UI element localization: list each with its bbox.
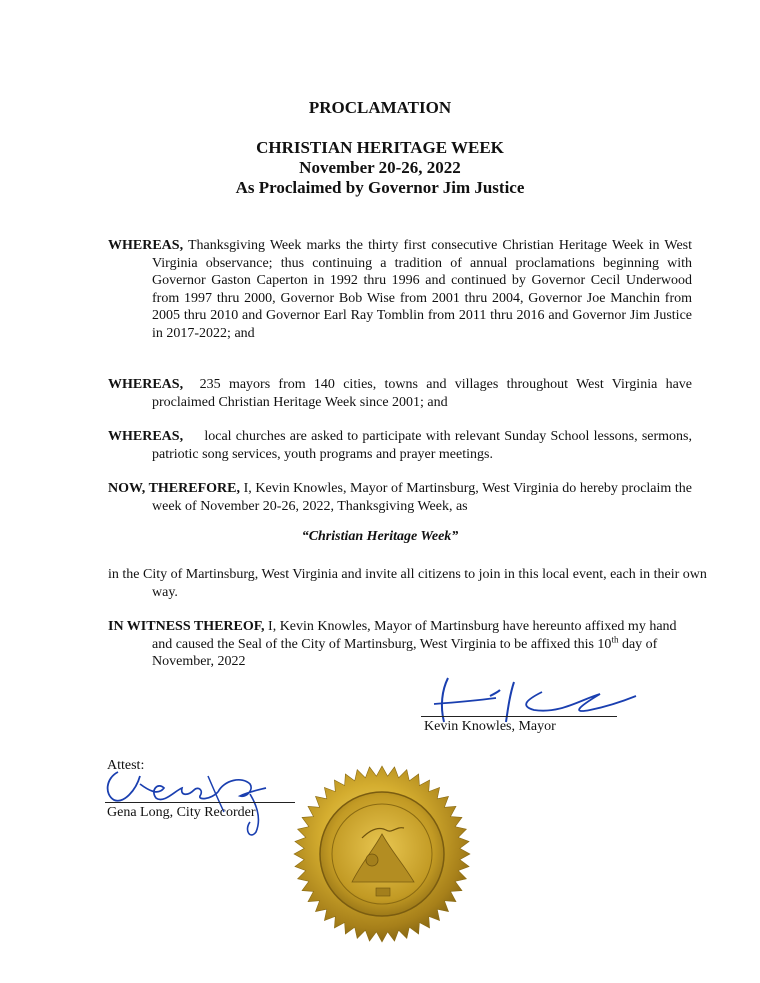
invitation-paragraph [108,566,712,601]
paragraph-lead: NOW, THEREFORE, [108,481,240,496]
paragraph-text: local churches are asked to participate with relevant Sunday School lessons, sermons, patriotic song services, youth programs and prayer meetings. [152,429,692,462]
paragraph-text-end: day of November, 2022 [152,636,658,670]
recorder-signature-line [105,802,295,803]
mayor-signature-line [421,716,617,717]
paragraph-text: Thanksgiving Week marks the thirty first consecutive Christian Heritage Week in West Virginia observance; thus continuing a tradition of annual proclamations beginning with Governor Gaston Caperton in 1992 thru 1996 and continued by Governor Cecil Underwood from 1997 thru 2000, Governor Bob Wise from 2001 thru 2004, Governor Joe Manchin from 2005 thru 2010 and Governor Earl Ray Tomblin from 2011 thru 2016 and Governor Jim Justice in 2017-2022; and [152,238,693,341]
subtitle-dates: November 20-26, 2022 [299,158,461,177]
whereas-paragraph-1 [108,237,692,343]
mayor-signature-label: Kevin Knowles, Mayor [424,719,556,734]
document-subtitle [0,138,760,198]
gold-city-seal-icon [292,764,472,944]
ordinal-suffix: th [611,633,619,644]
paragraph-lead: WHEREAS, [108,238,184,253]
document-title: PROCLAMATION [308,98,452,117]
paragraph-text: in the City of Martinsburg, West Virginia and invite all citizens to join in this local event, each in their own way. [108,567,707,600]
subtitle-event: CHRISTIAN HERITAGE WEEK [256,138,504,157]
recorder-signature-label: Gena Long, City Recorder [107,805,256,820]
whereas-paragraph-2 [108,376,692,411]
paragraph-text: I, Kevin Knowles, Mayor of Martinsburg have hereunto affixed my hand and caused the Seal of the City of Martinsburg, West Virginia to be affixed this 10 [152,619,677,652]
now-therefore-paragraph [108,480,692,515]
proclaimed-week-title: “Christian Heritage Week” [301,529,459,544]
paragraph-text: I, Kevin Knowles, Mayor of Martinsburg, West Virginia do hereby proclaim the week of November 20-26, 2022, Thanksgiving Week, as [152,481,693,514]
paragraph-lead: WHEREAS, [108,429,184,444]
paragraph-lead: WHEREAS, [108,377,184,392]
subtitle-proclaimed-by: As Proclaimed by Governor Jim Justice [235,178,525,197]
paragraph-lead: IN WITNESS THEREOF, [108,619,265,634]
whereas-paragraph-3 [108,428,692,463]
recorder-signature-icon [100,760,280,840]
witness-paragraph [108,618,692,671]
attest-label: Attest: [107,758,145,773]
paragraph-text: 235 mayors from 140 cities, towns and villages throughout West Virginia have proclaimed Christian Heritage Week since 2001; and [152,377,693,410]
